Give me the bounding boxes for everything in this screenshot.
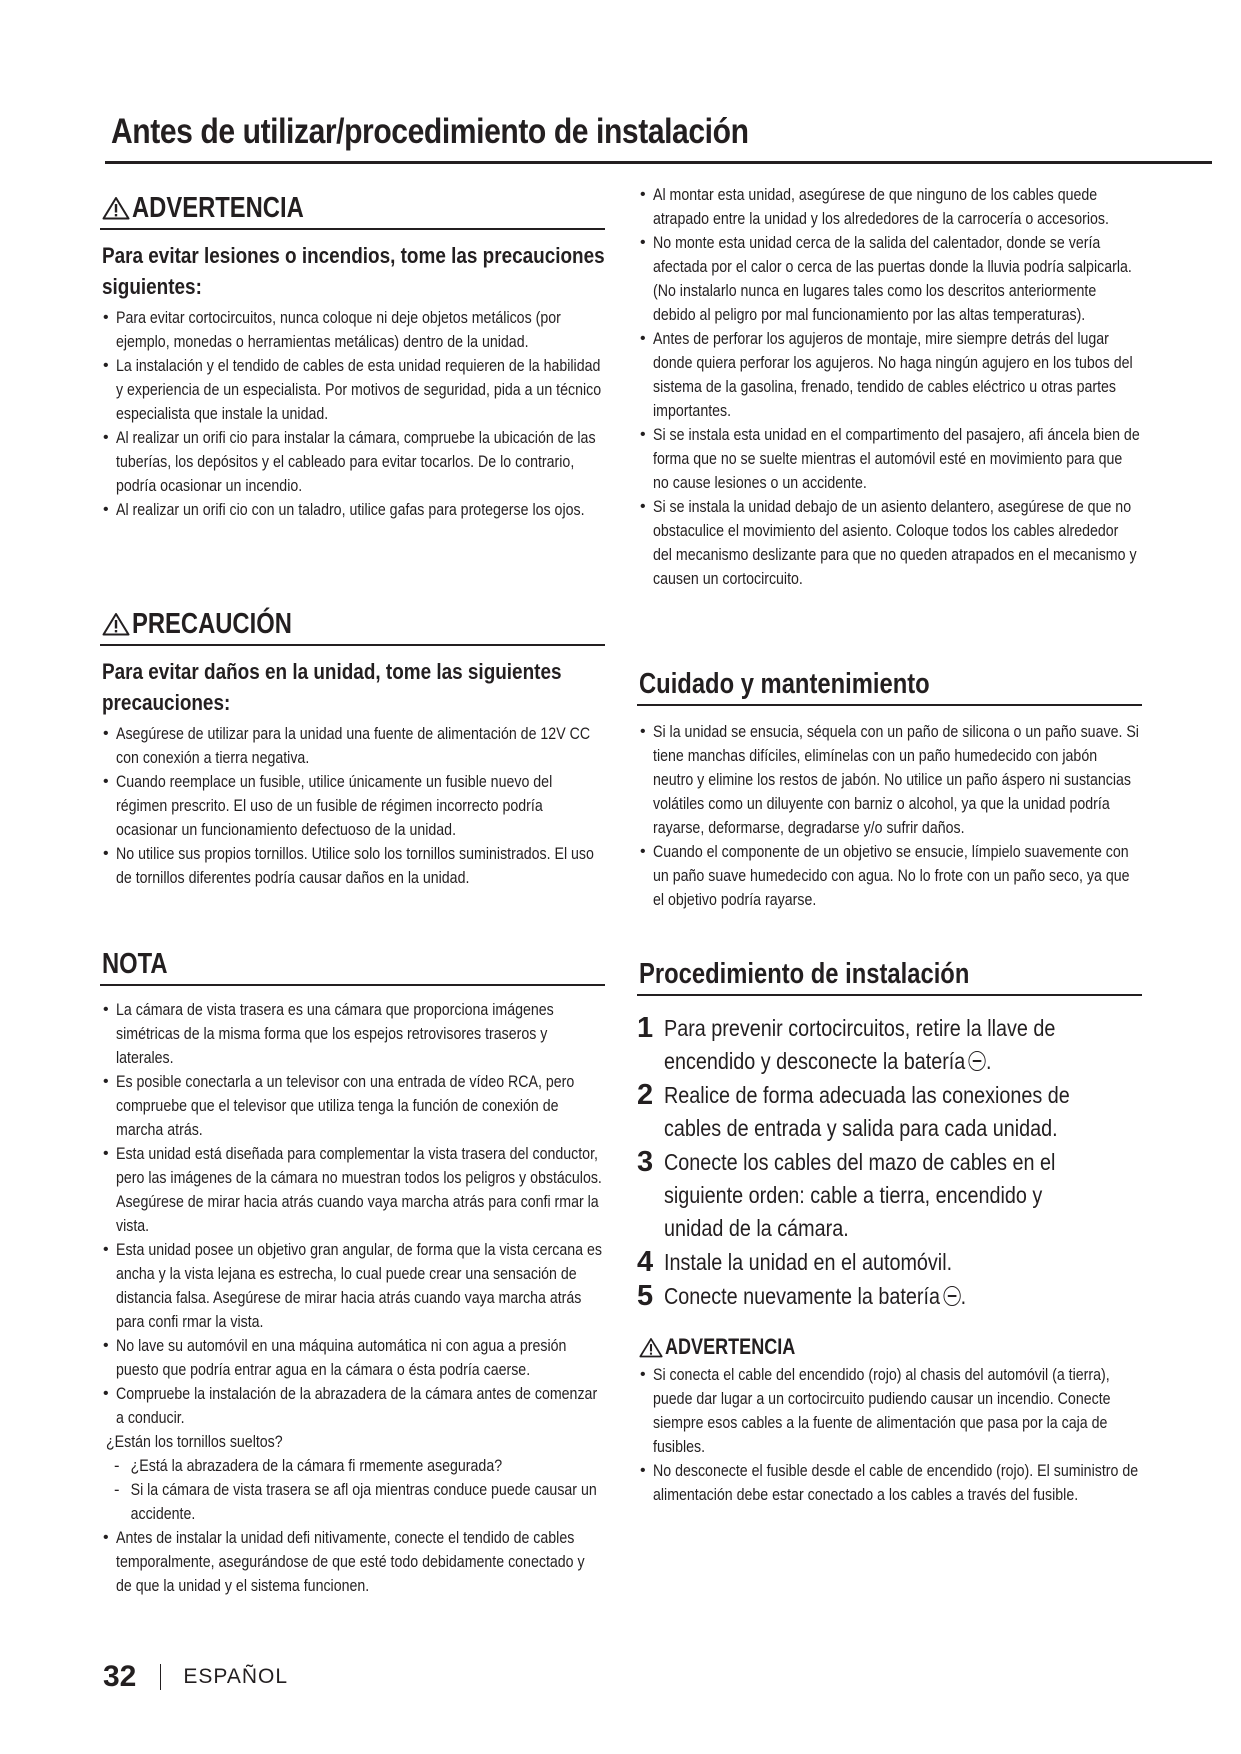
step-item: 2 Realice de forma adecuada las conexiones de cables de entrada y salida para cada unidad. (637, 1079, 1070, 1141)
step-item: 1 Para prevenir cortocircuitos, retire la llave de encendido y desconecte la batería . (637, 1012, 1056, 1074)
procedimiento-heading: Procedimiento de instalación (637, 954, 1142, 996)
list-item: • Esta unidad posee un objetivo gran angular, de forma que la vista cercana es ancha y la vista lejana es estrecha, lo cual puede crear una sensación de distancia falsa. Asegúrese de mirar hacia atrás cuando vaya marcha atrás para confi rmar la vista. (100, 1238, 605, 1334)
nota-dash-item: - ¿Está la abrazadera de la cámara fi rmemente asegurada? (100, 1454, 605, 1478)
nota-question: ¿Están los tornillos sueltos? (106, 1433, 283, 1451)
list-item: • Al realizar un orifi cio con un taladro, utilice gafas para protegerse los ojos. (100, 498, 605, 522)
list-item: • No desconecte el fusible desde el cable de encendido (rojo). El suministro de alimentación debe estar conectado a los cables a través del fusible. (637, 1459, 1142, 1507)
warning-triangle-icon (639, 1337, 663, 1358)
list-item: • No lave su automóvil en una máquina automática ni con agua a presión puesto que podría entrar agua en la cámara o ésta podría caerse. (100, 1334, 605, 1382)
step-item: 3 Conecte los cables del mazo de cables en el siguiente orden: cable a tierra, encendido y unidad de la cámara. (637, 1146, 1056, 1241)
advertencia2-block (637, 1331, 1142, 1507)
cuidado-heading: Cuidado y mantenimiento (637, 664, 1142, 706)
list-item: • Al montar esta unidad, asegúrese de que ninguno de los cables quede atrapado entre la unidad y los alrededores de la carrocería o accesorios. (637, 183, 1142, 231)
warning-triangle-icon (102, 196, 130, 220)
list-item: • Si se instala esta unidad en el compartimento del pasajero, afi áncela bien de forma que no se suelte mientras el automóvil esté en movimiento para que no cause lesiones o un accidente. (637, 423, 1142, 495)
list-item: • No utilice sus propios tornillos. Utilice solo los tornillos suministrados. El uso de tornillos diferentes podría causar daños en la unidad. (100, 842, 605, 890)
advertencia-subheading: Para evitar lesiones o incendios, tome las precauciones siguientes: (102, 243, 605, 299)
list-item: • Al realizar un orifi cio para instalar la cámara, compruebe la ubicación de las tuberías, los depósitos y el cableado para evitar tocarlos. De lo contrario, podría ocasionar un incendio. (100, 426, 605, 498)
list-item: • La cámara de vista trasera es una cámara que proporciona imágenes simétricas de la misma forma que los espejos retrovisores traseros y laterales. (100, 998, 605, 1070)
cuidado-section (637, 664, 1142, 912)
page-title: Antes de utilizar/procedimiento de instalación (111, 112, 749, 151)
list-item: • No monte esta unidad cerca de la salida del calentador, donde se vería afectada por el calor o cerca de las puertas donde la lluvia podría salpicarla. (No instalarlo nunca en lugares tales como los descritos anteriormente debido al peligro por mal funcionamiento por las altas temperaturas). (637, 231, 1142, 327)
step-item: 4 Instale la unidad en el automóvil. (637, 1246, 953, 1278)
footer-language: ESPAÑOL (183, 1665, 289, 1688)
advertencia-heading: ADVERTENCIA (100, 188, 605, 230)
list-item: • Si se instala la unidad debajo de un asiento delantero, asegúrese de que no obstaculice el movimiento del asiento. Coloque todos los cables alrededor del mecanismo deslizante para que no queden atrapados en el mecanismo y causen un cortocircuito. (637, 495, 1142, 591)
warning-triangle-icon (102, 612, 130, 636)
nota-list-end (100, 1526, 605, 1598)
nota-dash-item: - Si la cámara de vista trasera se afl oja mientras conduce puede causar un accidente. (100, 1478, 605, 1526)
list-item: • Esta unidad está diseñada para complementar la vista trasera del conductor, pero las imágenes de la cámara no muestran todos los peligros y obstáculos. Asegúrese de mirar hacia atrás cuando vaya marcha atrás para confi rmar la vista. (100, 1142, 605, 1238)
precaucion-heading: PRECAUCIÓN (100, 604, 605, 646)
battery-minus-icon (943, 1286, 960, 1306)
list-item: • Antes de perforar los agujeros de montaje, mire siempre detrás del lugar donde quiera perforar los agujeros. No haga ningún agujero en los tubos del sistema de la gasolina, frenado, tendido de cables eléctrico u otras partes importantes. (637, 327, 1142, 423)
precaucion-section (100, 604, 605, 890)
cuidado-list (637, 720, 1142, 912)
advertencia2-heading: ADVERTENCIA (639, 1331, 1142, 1363)
list-item: • Para evitar cortocircuitos, nunca coloque ni deje objetos metálicos (por ejemplo, monedas o herramientas metálicas) dentro de la unidad. (100, 306, 605, 354)
list-item: • Es posible conectarla a un televisor con una entrada de vídeo RCA, pero compruebe que el televisor que utiliza tenga la función de conexión de marcha atrás. (100, 1070, 605, 1142)
advertencia-list (100, 306, 605, 522)
precaucion-subheading: Para evitar daños en la unidad, tome las siguientes precauciones: (102, 659, 562, 715)
list-item: • Si la unidad se ensucia, séquela con un paño de silicona o un paño suave. Si tiene manchas difíciles, elimínelas con un paño humedecido con jabón neutro y elimine los restos de jabón. No utilice un paño áspero ni sustancias volátiles como un diluyente con barniz o alcohol, ya que la unidad podría rayarse, deformarse, degradarse y/o sufrir daños. (637, 720, 1142, 840)
title-rule (105, 161, 1212, 164)
page-footer (103, 1660, 288, 1694)
advertencia2-list (637, 1363, 1142, 1507)
precaucion-list (100, 722, 605, 890)
step-item: 5 Conecte nuevamente la batería . (637, 1280, 967, 1312)
nota-list (100, 998, 605, 1430)
page-number: 32 (103, 1660, 137, 1693)
nota-section (100, 944, 605, 1598)
list-item: • Asegúrese de utilizar para la unidad una fuente de alimentación de 12V CC con conexión a tierra negativa. (100, 722, 605, 770)
list-item: • Si conecta el cable del encendido (rojo) al chasis del automóvil (a tierra), puede dar lugar a un cortocircuito pudiendo causar un incendio. Conecte siempre esos cables a la fuente de alimentación que pasa por la caja de fusibles. (637, 1363, 1142, 1459)
installation-warnings-list (637, 183, 1142, 591)
battery-minus-icon (969, 1051, 986, 1071)
list-item: • La instalación y el tendido de cables de esta unidad requieren de la habilidad y experiencia de un especialista. Por motivos de seguridad, pida a un técnico especialista que instale la unidad. (100, 354, 605, 426)
list-item: • Compruebe la instalación de la abrazadera de la cámara antes de comenzar a conducir. (100, 1382, 605, 1430)
installation-steps (637, 1012, 1142, 1313)
advertencia-section (100, 188, 605, 522)
footer-divider (160, 1664, 161, 1690)
nota-heading: NOTA (100, 944, 605, 986)
procedimiento-section (637, 954, 1142, 1507)
list-item: • Cuando reemplace un fusible, utilice únicamente un fusible nuevo del régimen prescrito. El uso de un fusible de régimen incorrecto podría ocasionar un funcionamiento defectuoso de la unidad. (100, 770, 605, 842)
list-item: • Cuando el componente de un objetivo se ensucie, límpielo suavemente con un paño suave humedecido con agua. No lo frote con un paño seco, ya que el objetivo podría rayarse. (637, 840, 1142, 912)
list-item: • Antes de instalar la unidad defi nitivamente, conecte el tendido de cables temporalmente, asegurándose de que esté todo debidamente conectado y de que la unidad y el sistema funcionen. (100, 1526, 605, 1598)
